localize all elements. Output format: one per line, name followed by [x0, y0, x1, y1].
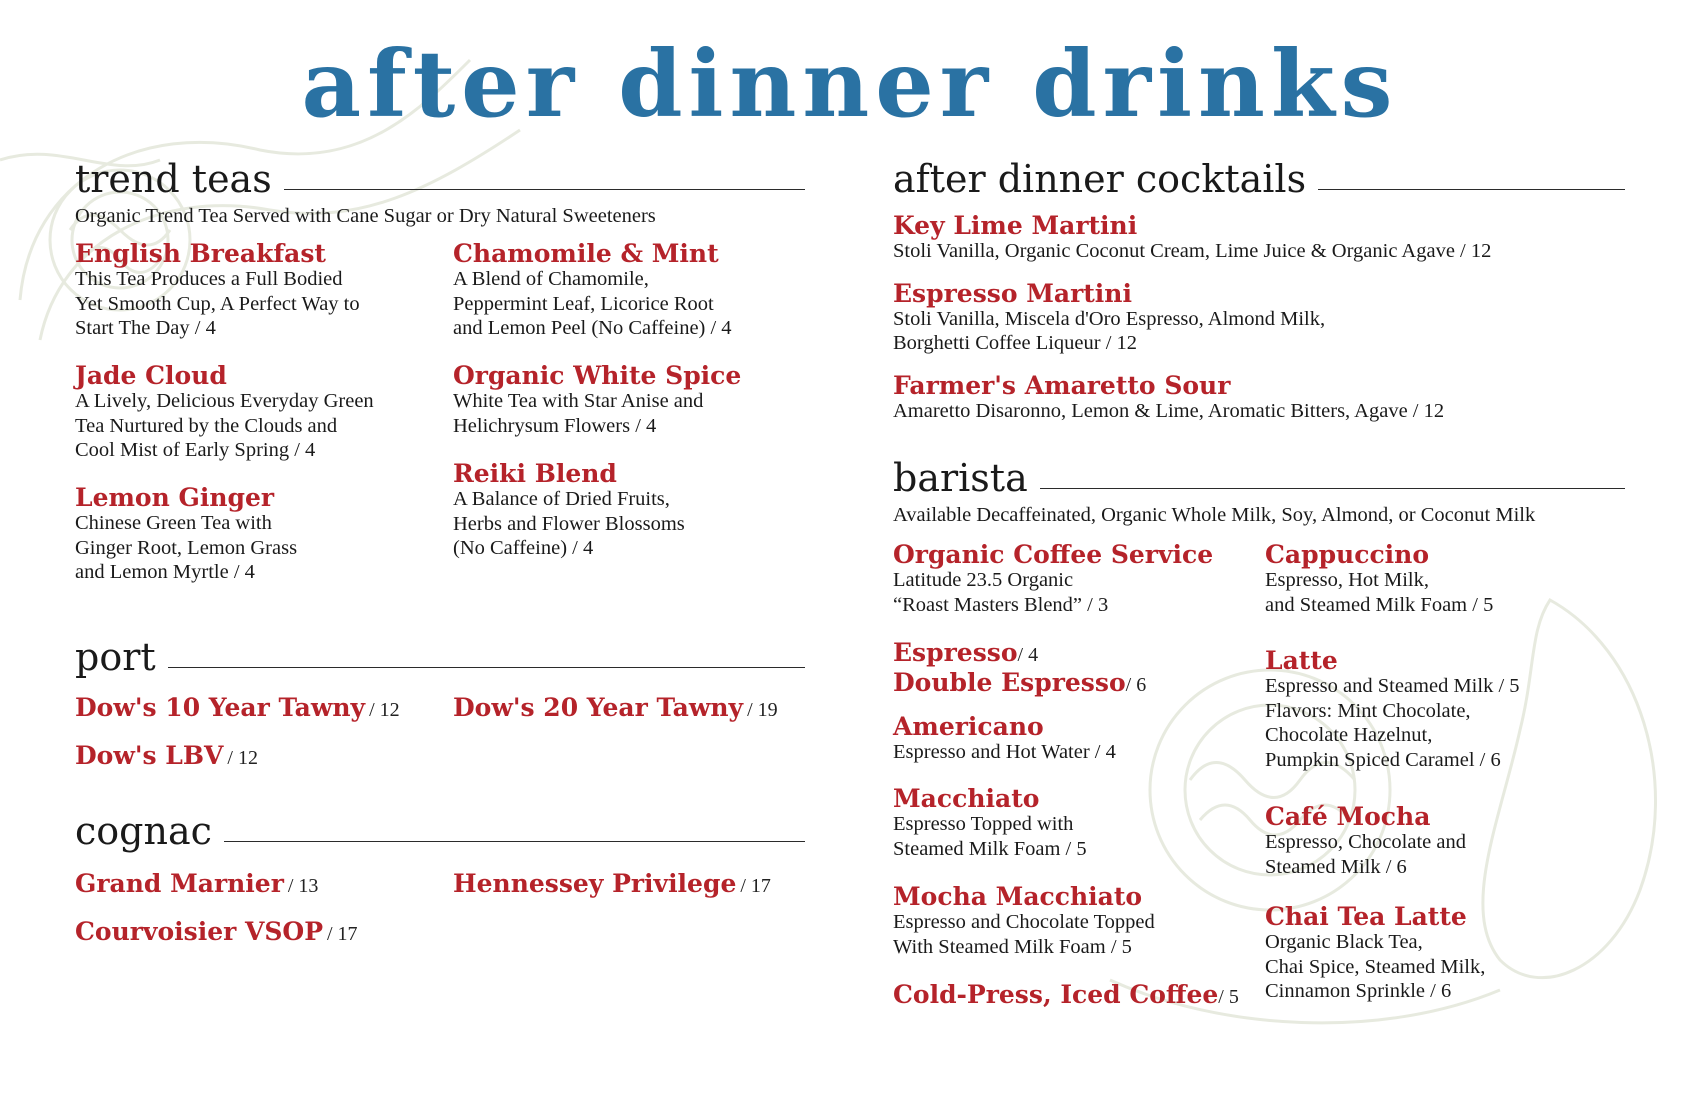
- item-description: (No Caffeine) / 4: [453, 537, 594, 559]
- port-section: [75, 635, 805, 794]
- item-description: Yet Smooth Cup, A Perfect Way to: [75, 292, 360, 315]
- item-name: Organic Coffee Service: [893, 540, 1214, 569]
- cognac-heading: cognac: [75, 809, 212, 853]
- item-name: Macchiato: [893, 784, 1040, 813]
- item-price: / 5: [1218, 986, 1239, 1008]
- list-item: [893, 669, 1146, 697]
- item-name: Double Espresso: [893, 668, 1126, 697]
- cocktails-heading: after dinner cocktails: [893, 157, 1307, 201]
- item-description: Espresso, Hot Milk,: [1265, 569, 1429, 591]
- item-description: and Steamed Milk Foam / 5: [1265, 593, 1494, 616]
- item-description: Herbs and Flower Blossoms: [453, 512, 685, 535]
- list-item: [1265, 803, 1466, 879]
- item-name: Hennessey Privilege: [453, 869, 737, 898]
- item-price: / 13: [287, 875, 319, 897]
- list-item: [893, 785, 1087, 861]
- cognac-header: [75, 809, 805, 853]
- item-description: Stoli Vanilla, Miscela d'Oro Espresso, Almond Milk,: [893, 307, 1326, 330]
- list-item: [893, 212, 1625, 264]
- trend-teas-heading: trend teas: [75, 157, 272, 201]
- item-description: Pumpkin Spiced Caramel / 6: [1265, 748, 1501, 771]
- item-price: / 17: [327, 923, 358, 945]
- list-item: [453, 870, 771, 898]
- item-name: Lemon Ginger: [75, 483, 275, 512]
- item-description: and Lemon Myrtle / 4: [75, 561, 255, 583]
- list-item: [893, 713, 1116, 765]
- list-item: [75, 240, 360, 341]
- item-description: Latitude 23.5 Organic: [893, 569, 1074, 591]
- item-price: / 17: [740, 875, 771, 897]
- item-description: “Roast Masters Blend” / 3: [893, 593, 1109, 616]
- item-description: and Lemon Peel (No Caffeine) / 4: [453, 317, 732, 339]
- item-name: Courvoisier VSOP: [75, 917, 323, 946]
- item-name: Chamomile & Mint: [453, 239, 719, 268]
- item-name: Key Lime Martini: [893, 211, 1138, 240]
- item-price: / 19: [747, 699, 778, 721]
- item-description: Espresso and Steamed Milk / 5: [1265, 675, 1520, 697]
- list-item: [1265, 541, 1493, 617]
- item-name: Americano: [893, 712, 1044, 741]
- item-description: Steamed Milk / 6: [1265, 855, 1407, 878]
- item-description: Organic Black Tea,: [1265, 931, 1423, 953]
- item-description: Espresso and Chocolate Topped: [893, 911, 1155, 933]
- section-divider: [1040, 488, 1625, 489]
- list-item: [453, 694, 778, 722]
- item-price: / 12: [227, 747, 258, 769]
- item-description: Chinese Green Tea with: [75, 512, 272, 534]
- list-item: [75, 918, 358, 946]
- cocktails-header: [893, 157, 1625, 201]
- section-divider: [1318, 189, 1625, 190]
- port-list: [75, 694, 805, 794]
- item-name: Reiki Blend: [453, 459, 617, 488]
- item-description: A Lively, Delicious Everyday Green: [75, 390, 374, 412]
- item-description: Borghetti Coffee Liqueur / 12: [893, 332, 1138, 354]
- section-divider: [284, 189, 805, 190]
- item-description: Chocolate Hazelnut,: [1265, 724, 1433, 746]
- item-name: Mocha Macchiato: [893, 882, 1143, 911]
- item-description: A Blend of Chamomile,: [453, 268, 649, 290]
- list-item: [1265, 903, 1485, 1004]
- item-description: Chai Spice, Steamed Milk,: [1265, 955, 1486, 978]
- item-description: Flavors: Mint Chocolate,: [1265, 699, 1471, 722]
- item-description: Espresso, Chocolate and: [1265, 831, 1466, 853]
- list-item: [453, 362, 741, 438]
- tea-list: [75, 240, 805, 600]
- section-divider: [168, 667, 805, 668]
- list-item: [893, 541, 1213, 617]
- list-item: [893, 981, 1239, 1009]
- item-name: Cappuccino: [1265, 540, 1430, 569]
- list-item: [75, 694, 400, 722]
- list-item: [893, 372, 1625, 424]
- item-description: White Tea with Star Anise and: [453, 390, 704, 412]
- cocktails-section: [893, 157, 1625, 423]
- item-description: With Steamed Milk Foam / 5: [893, 935, 1132, 958]
- item-name: Farmer's Amaretto Sour: [893, 370, 1231, 400]
- item-name: Espresso: [893, 638, 1018, 667]
- item-name: Organic White Spice: [453, 361, 742, 390]
- item-description: This Tea Produces a Full Bodied: [75, 268, 343, 290]
- port-heading: port: [75, 635, 156, 679]
- barista-section: [893, 456, 1625, 1021]
- item-name: Grand Marnier: [75, 869, 284, 898]
- page-title: after dinner drinks: [301, 30, 1399, 138]
- barista-header: [893, 456, 1625, 500]
- list-item: [453, 240, 732, 341]
- item-description: Stoli Vanilla, Organic Coconut Cream, Lime Juice & Organic Agave / 12: [893, 240, 1492, 262]
- cognac-list: [75, 870, 805, 970]
- list-item: [1265, 647, 1520, 772]
- port-header: [75, 635, 805, 679]
- item-name: Café Mocha: [1265, 802, 1431, 831]
- item-description: Steamed Milk Foam / 5: [893, 837, 1087, 860]
- trend-teas-subtitle: Organic Trend Tea Served with Cane Sugar or Dry Natural Sweeteners: [75, 205, 656, 227]
- list-item: [893, 883, 1155, 959]
- item-price: / 4: [1017, 644, 1039, 666]
- item-name: Dow's 10 Year Tawny: [75, 693, 366, 722]
- trend-teas-section: [75, 157, 805, 600]
- item-description: Tea Nurtured by the Clouds and: [75, 414, 338, 437]
- list-item: [75, 870, 318, 898]
- item-description: Cinnamon Sprinkle / 6: [1265, 980, 1452, 1002]
- list-item: [75, 742, 258, 770]
- list-item: [893, 639, 1038, 667]
- item-name: Chai Tea Latte: [1265, 902, 1467, 931]
- barista-list: [893, 541, 1625, 1021]
- right-column: [893, 157, 1625, 1021]
- item-price: / 12: [369, 699, 400, 721]
- item-name: English Breakfast: [75, 239, 326, 268]
- item-description: Espresso and Hot Water / 4: [893, 741, 1116, 763]
- item-description: Start The Day / 4: [75, 317, 216, 339]
- item-name: Jade Cloud: [75, 361, 227, 390]
- item-description: Ginger Root, Lemon Grass: [75, 536, 298, 559]
- item-name: Espresso Martini: [893, 278, 1132, 308]
- item-description: Cool Mist of Early Spring / 4: [75, 439, 316, 461]
- item-name: Dow's LBV: [75, 741, 224, 770]
- cocktail-list: [893, 212, 1625, 423]
- list-item: [75, 362, 374, 463]
- item-description: Peppermint Leaf, Licorice Root: [453, 292, 714, 315]
- cognac-section: [75, 809, 805, 970]
- item-description: Helichrysum Flowers / 4: [453, 414, 657, 437]
- item-description: A Balance of Dried Fruits,: [453, 488, 670, 510]
- barista-heading: barista: [893, 456, 1028, 500]
- item-description: Amaretto Disaronno, Lemon & Lime, Aromatic Bitters, Agave / 12: [893, 399, 1445, 422]
- item-description: Espresso Topped with: [893, 813, 1074, 835]
- list-item: [453, 460, 685, 561]
- list-item: [75, 484, 297, 585]
- list-item: [893, 280, 1625, 356]
- item-name: Dow's 20 Year Tawny: [453, 693, 744, 722]
- item-price: / 6: [1125, 674, 1147, 696]
- item-name: Latte: [1265, 646, 1338, 675]
- item-name: Cold-Press, Iced Coffee: [893, 980, 1219, 1009]
- trend-teas-header: [75, 157, 805, 201]
- section-divider: [224, 841, 805, 842]
- left-column: [75, 157, 805, 970]
- barista-subtitle: Available Decaffeinated, Organic Whole Milk, Soy, Almond, or Coconut Milk: [893, 504, 1536, 526]
